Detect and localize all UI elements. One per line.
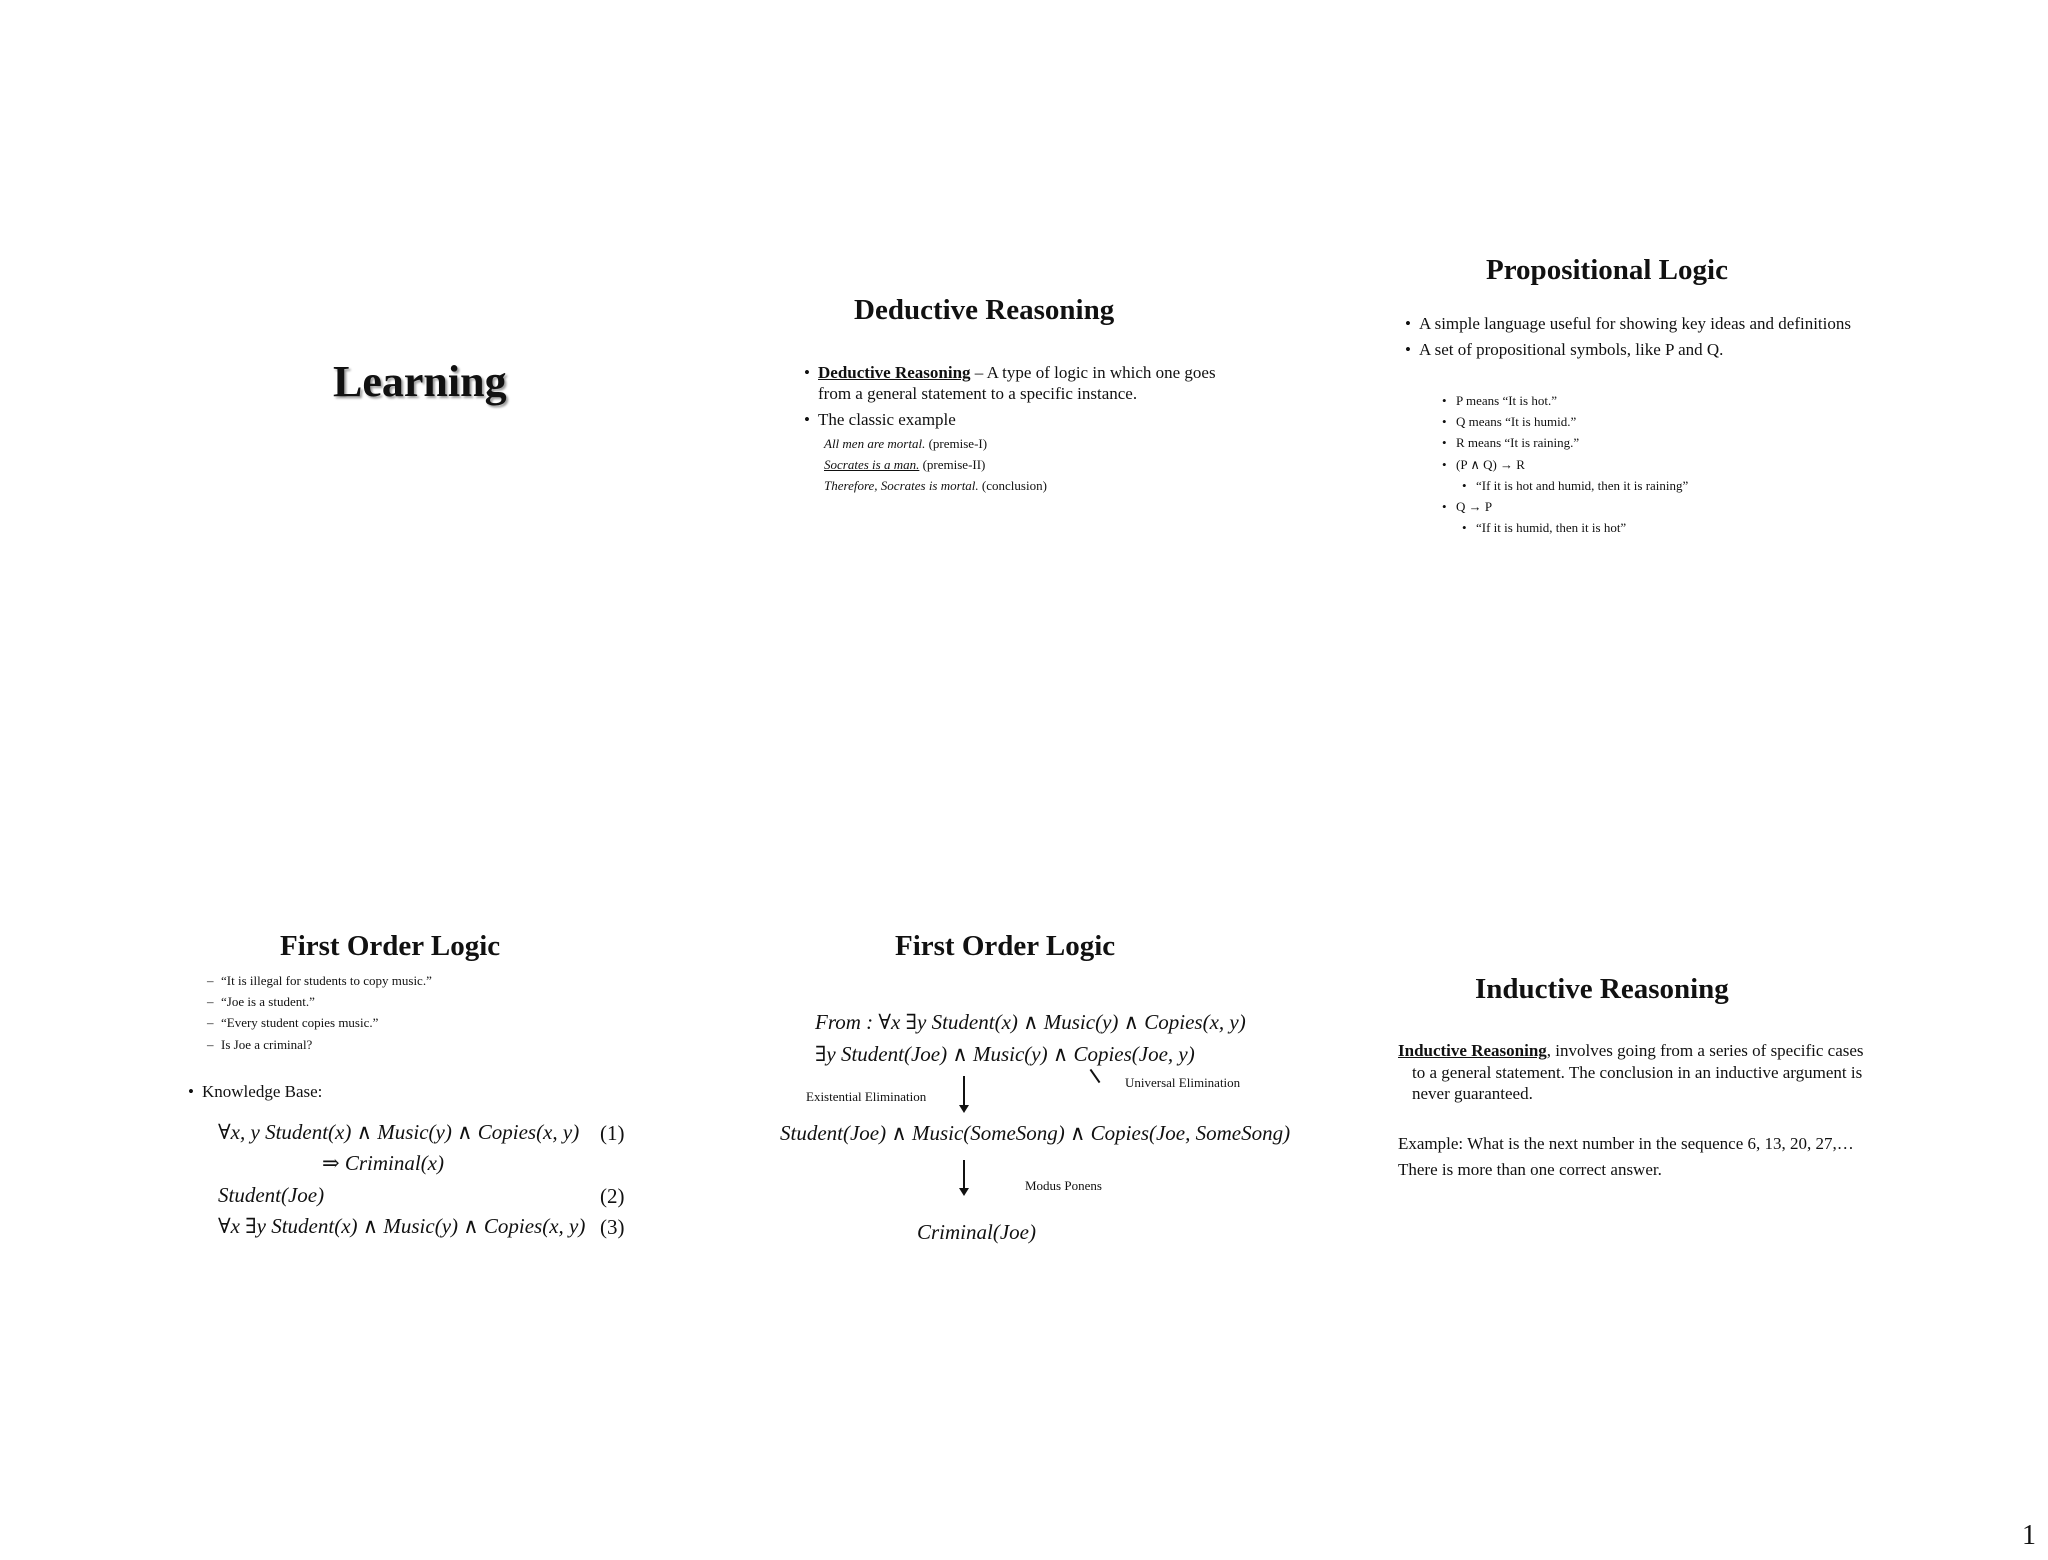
derivation-step-2: Student(Joe) ∧ Music(SomeSong) ∧ Copies(Joe, SomeSong) <box>780 1121 1291 1145</box>
statement-3: “Every student copies music.” <box>221 1015 379 1031</box>
slide3-bullets <box>1405 311 1851 363</box>
inductive-term: Inductive Reasoning <box>1398 1041 1547 1060</box>
formula-1-consequent: ⇒ Criminal(x) <box>322 1151 445 1175</box>
slide6-title: Inductive Reasoning <box>1475 973 1729 1005</box>
inductive-definition <box>1398 1040 1864 1105</box>
statement-1: “It is illegal for students to copy music.” <box>221 973 432 988</box>
conclusion-tag: (conclusion) <box>978 478 1047 493</box>
inductive-def-cont-1: to a general statement. The conclusion in an inductive argument is <box>1412 1062 1863 1082</box>
conclusion: Therefore, Socrates is mortal. <box>824 478 979 493</box>
formula-1: ∀x, y Student(x) ∧ Music(y) ∧ Copies(x, y) <box>218 1120 580 1144</box>
premise-1-tag: (premise-I) <box>925 436 988 451</box>
symbol-q: Q means “It is humid.” <box>1456 414 1577 430</box>
premise-2: Socrates is a man. <box>824 457 920 472</box>
arrow-down-icon <box>963 1076 965 1106</box>
formula-1-number: (1) <box>600 1121 625 1145</box>
symbol-p: P means “It is hot.” <box>1456 393 1557 408</box>
rule-pq-r: (P ∧ Q) → R <box>1456 456 1525 472</box>
bullet-icon: • <box>1405 340 1411 359</box>
formula-2-number: (2) <box>600 1184 625 1208</box>
kb-label: Knowledge Base: <box>202 1082 323 1101</box>
deductive-def-cont: from a general statement to a specific instance. <box>818 384 1138 403</box>
bullet-icon: • <box>804 410 810 429</box>
existential-elimination-label: Existential Elimination <box>806 1089 927 1104</box>
formula-3: ∀x ∃y Student(x) ∧ Music(y) ∧ Copies(x, y) <box>218 1214 586 1238</box>
universal-elimination-label: Universal Elimination <box>1125 1075 1241 1090</box>
slide2-title: Deductive Reasoning <box>854 294 1115 326</box>
classic-example: The classic example <box>818 410 956 429</box>
prop-bullet-2: A set of propositional symbols, like P and Q. <box>1419 340 1724 359</box>
derivation-result: Criminal(Joe) <box>917 1220 1036 1244</box>
modus-ponens-label: Modus Ponens <box>1025 1178 1102 1193</box>
bullet-icon: • <box>804 363 810 382</box>
rule-q-p-desc: “If it is humid, then it is hot” <box>1476 520 1627 536</box>
slide1-title: Learning <box>333 357 507 406</box>
premise-1: All men are mortal. <box>824 436 926 451</box>
slide2-body <box>804 362 1216 430</box>
rule-q-p: Q → P <box>1456 499 1493 515</box>
deductive-term: Deductive Reasoning <box>818 363 971 382</box>
slide4-statements: – “It is illegal for students to copy music.” – “Joe is a student.” – “Every student copies music.” – Is Joe a criminal? <box>207 973 432 1052</box>
question: Is Joe a criminal? <box>221 1036 313 1052</box>
sequence-answer: There is more than one correct answer. <box>1398 1160 1662 1179</box>
prop-bullet-1: A simple language useful for showing key ideas and definitions <box>1419 314 1851 333</box>
slide4-title: First Order Logic <box>280 930 501 962</box>
rule-pq-r-desc: “If it is hot and humid, then it is raining” <box>1476 477 1689 493</box>
bullet-icon: • <box>1405 314 1411 333</box>
formula-3-number: (3) <box>600 1215 625 1239</box>
formula-2: Student(Joe) <box>218 1183 325 1207</box>
derivation-from: From : ∀x ∃y Student(x) ∧ Music(y) ∧ Copies(x, y) <box>815 1010 1246 1034</box>
slide3-title: Propositional Logic <box>1486 254 1728 286</box>
arrow-down-icon <box>963 1160 965 1189</box>
syllogism <box>824 433 1047 496</box>
premise-2-tag: (premise-II) <box>919 457 986 472</box>
statement-2: “Joe is a student.” <box>221 994 315 1010</box>
universal-elim-pointer <box>1090 1069 1101 1083</box>
derivation-step-1: ∃y Student(Joe) ∧ Music(y) ∧ Copies(Joe, y) <box>815 1042 1195 1066</box>
inductive-def-cont-2: never guaranteed. <box>1412 1084 1533 1103</box>
deductive-def: – A type of logic in which one goes <box>970 363 1216 382</box>
symbol-r: R means “It is raining.” <box>1456 435 1580 451</box>
page-number: 1 <box>2022 1520 2036 1551</box>
slide3-symbols: • P means “It is hot.” • Q means “It is humid.” • R means “It is raining.” • (P ∧ Q) → R • “If it is hot and humid, then it is raining” • Q → P • “If it is humid, then it is hot” <box>1442 393 1689 536</box>
sequence-example: Example: What is the next number in the sequence 6, 13, 20, 27,… <box>1398 1134 1854 1153</box>
inductive-def: , involves going from a series of specific cases <box>1546 1041 1864 1060</box>
slide5-title: First Order Logic <box>895 930 1116 962</box>
kb-label-line: • Knowledge Base: <box>188 1082 323 1101</box>
